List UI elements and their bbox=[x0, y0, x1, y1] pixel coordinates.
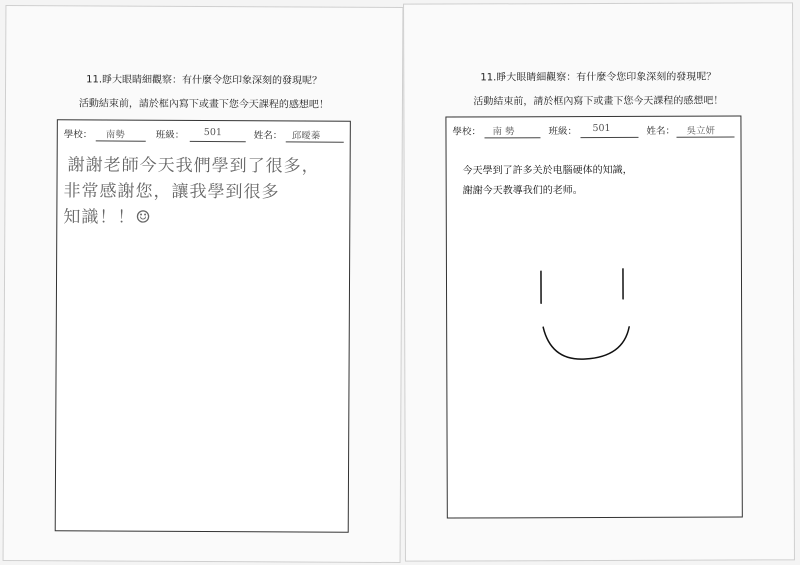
class-underline bbox=[580, 137, 638, 138]
handwritten-line: 謝謝今天教導我们的老师。 bbox=[462, 185, 583, 197]
name-label: 姓名： bbox=[646, 125, 676, 137]
name-underline bbox=[676, 137, 734, 138]
school-label: 學校： bbox=[63, 129, 93, 141]
class-value: 501 bbox=[592, 122, 611, 135]
school-label: 學校： bbox=[452, 126, 482, 138]
response-box bbox=[55, 119, 351, 533]
prompt-instruction: 活動結束前，請於框內寫下或畫下您今天課程的感想吧！ bbox=[473, 95, 724, 108]
class-underline bbox=[190, 141, 246, 142]
response-box bbox=[445, 116, 742, 519]
name-value: 吳立妍 bbox=[686, 125, 716, 137]
name-underline bbox=[286, 141, 344, 142]
handwritten-line: 謝謝老師今天我們學到了很多， bbox=[67, 155, 320, 177]
handwritten-line: 非常感謝您，讓我學到很多 bbox=[63, 181, 280, 203]
school-value: 南勢 bbox=[105, 129, 125, 141]
school-value: 南 勢 bbox=[492, 126, 515, 138]
prompt-title: 11.睜大眼睛細觀察：有什麼令您印象深刻的發現呢？ bbox=[480, 71, 717, 84]
worksheet-right bbox=[403, 2, 795, 561]
class-value: 501 bbox=[203, 127, 222, 139]
class-label: 班級： bbox=[155, 129, 185, 141]
handwritten-line: 今天學到了許多关於电腦硬体的知識， bbox=[462, 164, 633, 177]
school-underline bbox=[484, 137, 540, 138]
name-label: 姓名： bbox=[253, 130, 283, 142]
smiley-drawing bbox=[527, 267, 637, 367]
smiley-mouth bbox=[543, 327, 629, 359]
worksheet-left bbox=[3, 5, 404, 563]
student-info-row bbox=[452, 123, 734, 140]
handwritten-line: 知識！！☺ bbox=[63, 207, 152, 228]
student-info-row bbox=[64, 126, 344, 143]
prompt-title: 11.睜大眼睛細觀察：有什麼令您印象深刻的發現呢？ bbox=[86, 74, 323, 87]
prompt-instruction: 活動結束前，請於框內寫下或畫下您今天課程的感想吧！ bbox=[78, 98, 329, 111]
class-label: 班級： bbox=[548, 126, 578, 138]
name-value: 邱曖蓁 bbox=[291, 130, 321, 142]
school-underline bbox=[96, 140, 146, 141]
